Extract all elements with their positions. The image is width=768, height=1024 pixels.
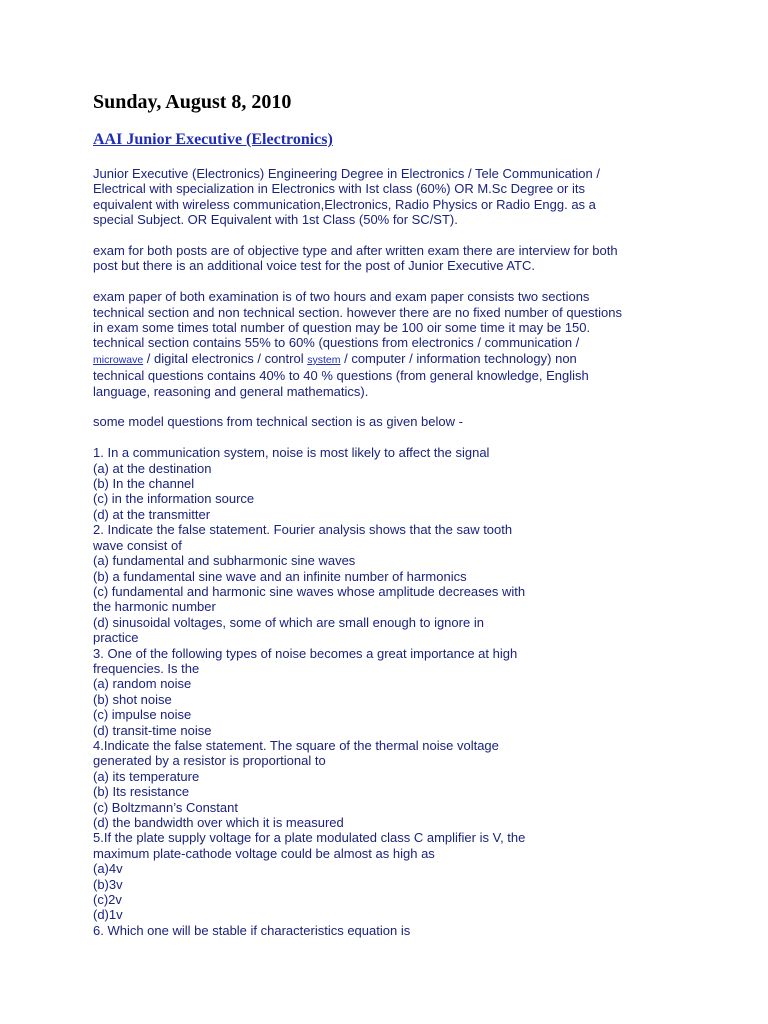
question-line: (b) shot noise	[93, 691, 172, 707]
question-line: 6. Which one will be stable if characteristics equation is	[93, 922, 411, 938]
question-line: (a) random noise	[93, 676, 192, 692]
question-line: (b)3v	[93, 876, 123, 892]
system-link[interactable]: system	[307, 353, 341, 366]
text-line: technical questions contains 40% to 40 % questions (from general knowledge, English	[93, 368, 589, 384]
question-line: wave consist of	[93, 537, 182, 553]
text-line: Electrical with specialization in Electronics with Ist class (60%) OR M.Sc Degree or its	[93, 181, 585, 197]
question-line: frequencies. Is the	[93, 660, 200, 676]
text-fragment: / computer / information technology) non	[340, 350, 577, 366]
question-line: (a)4v	[93, 861, 123, 877]
question-line: 1. In a communication system, noise is most likely to affect the signal	[93, 445, 490, 461]
post-title-link[interactable]: AAI Junior Executive (Electronics)	[93, 131, 333, 148]
question-line: (b) a fundamental sine wave and an infinite number of harmonics	[93, 568, 467, 584]
exam-type-paragraph	[93, 243, 693, 274]
question-line: 2. Indicate the false statement. Fourier analysis shows that the saw tooth	[93, 522, 513, 538]
question-line: maximum plate-cathode voltage could be almost as high as	[93, 845, 435, 861]
question-line: (b) In the channel	[93, 476, 195, 492]
text-line: in exam some times total number of question may be 100 oir some time it may be 150.	[93, 320, 591, 336]
question-line: (d) transit-time noise	[93, 722, 212, 738]
text-line: exam for both posts are of objective type and after written exam there are interview for both	[93, 243, 618, 259]
model-questions-intro: some model questions from technical section is as given below -	[93, 414, 463, 430]
question-line: the harmonic number	[93, 599, 216, 615]
question-line: (c) impulse noise	[93, 707, 192, 723]
post-date: Sunday, August 8, 2010	[93, 91, 292, 113]
question-line: (d) sinusoidal voltages, some of which are small enough to ignore in	[93, 614, 484, 630]
question-line: (d) the bandwidth over which it is measured	[93, 815, 344, 830]
question-line: (d) at the transmitter	[93, 506, 211, 522]
text-line: post but there is an additional voice test for the post of Junior Executive ATC.	[93, 258, 535, 274]
question-line: (c) in the information source	[93, 491, 255, 507]
text-line: technical section and non technical section. however there are no fixed number of questions	[93, 304, 622, 320]
exam-paper-paragraph	[93, 289, 693, 399]
question-line: (c)2v	[93, 892, 122, 908]
question-line: practice	[93, 630, 139, 646]
question-line: 5.If the plate supply voltage for a plate modulated class C amplifier is V, the	[93, 830, 526, 846]
text-line: exam paper of both examination is of two hours and exam paper consists two sections	[93, 289, 590, 305]
microwave-link[interactable]: microwave	[93, 353, 144, 366]
paragraph-gap	[93, 228, 693, 243]
text-line: special Subject. OR Equivalent with 1st Class (50% for SC/ST).	[93, 212, 458, 228]
question-line: (a) fundamental and subharmonic sine waves	[93, 553, 356, 569]
question-line: 3. One of the following types of noise becomes a great importance at high	[93, 645, 518, 661]
text-line: equivalent with wireless communication,Electronics, Radio Physics or Radio Engg. as a	[93, 196, 596, 212]
question-line: generated by a resistor is proportional to	[93, 753, 326, 769]
text-line-with-links	[93, 351, 693, 368]
question-line: (c) Boltzmann’s Constant	[93, 799, 238, 815]
post-body	[93, 166, 693, 938]
question-line: (c) fundamental and harmonic sine waves whose amplitude decreases with	[93, 583, 526, 599]
paragraph-gap	[93, 430, 693, 445]
text-line: Junior Executive (Electronics) Engineering Degree in Electronics / Tele Communication /	[93, 166, 600, 181]
question-line: (d)1v	[93, 907, 123, 923]
question-line: (a) at the destination	[93, 460, 212, 476]
question-line: (a) its temperature	[93, 768, 200, 784]
text-line: language, reasoning and general mathematics).	[93, 383, 369, 399]
question-line: (b) Its resistance	[93, 784, 190, 800]
questions-list	[93, 445, 693, 938]
eligibility-paragraph	[93, 166, 693, 228]
question-line: 4.Indicate the false statement. The square of the thermal noise voltage	[93, 737, 499, 753]
text-fragment: / digital electronics / control	[143, 350, 308, 366]
paragraph-gap	[93, 399, 693, 414]
text-line: technical section contains 55% to 60% (questions from electronics / communication /	[93, 335, 580, 351]
paragraph-gap	[93, 274, 693, 289]
